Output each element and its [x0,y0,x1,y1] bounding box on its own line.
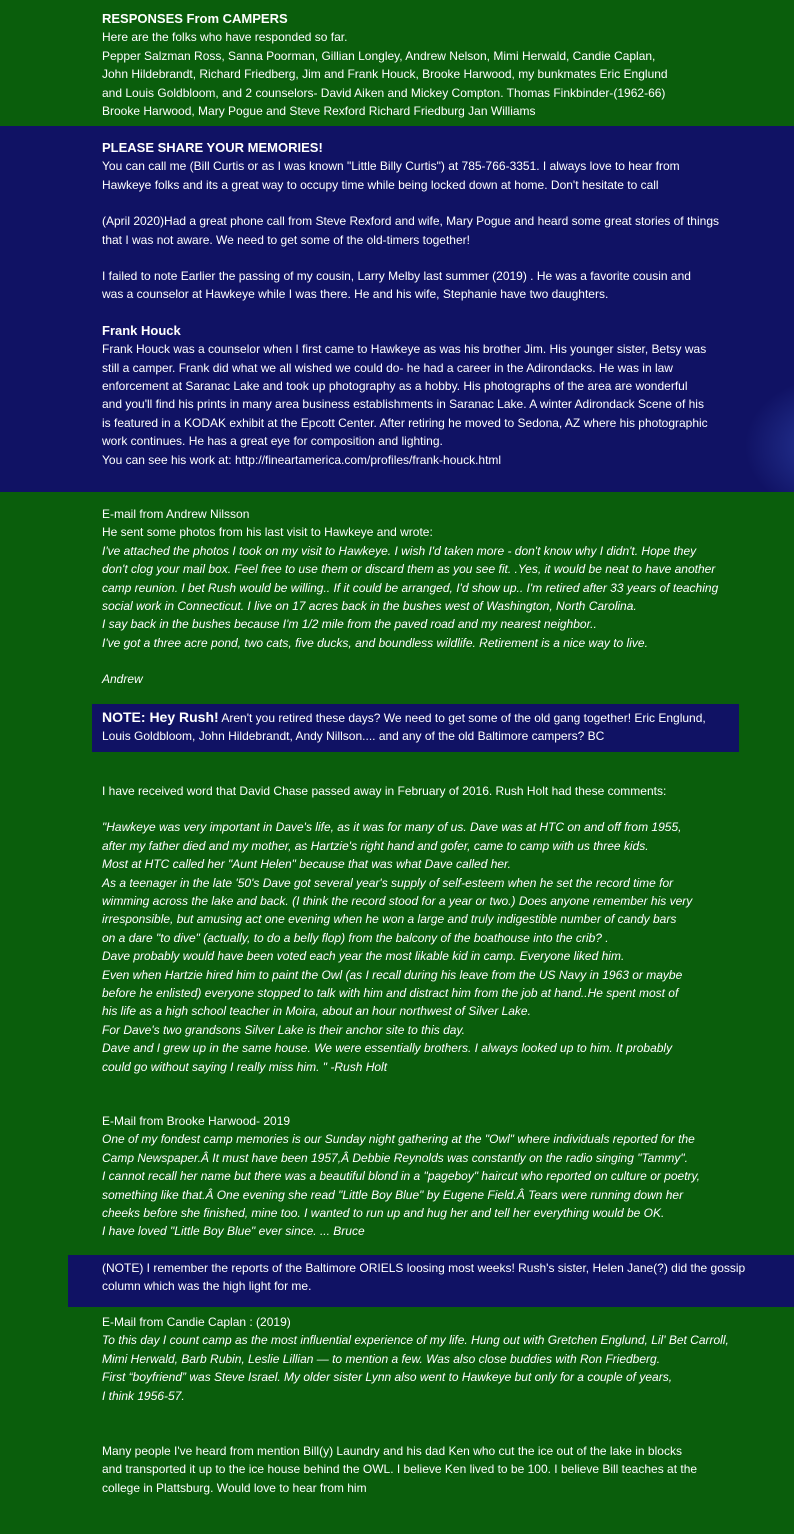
candie-email-header: E-Mail from Candie Caplan : (2019) [102,1315,291,1329]
andrew-email [102,505,782,689]
memories-phone-call: (April 2020)Had a great phone call from Steve Rexford and wife, Mary Pogue and heard some great stories of things that I was not aware. We need to get some of the old-timers together! [102,214,719,247]
responses-section [0,0,794,126]
laundry-text: Many people I've heard from mention Bill(y) Laundry and his dad Ken who cut the ice out of the lake in blocks and transported it up to the ice house behind the OWL. I believe Ken lived to be 100. I believe Bill teaches at the college in Plattsburg. Would love to hear from him [102,1444,698,1495]
responses-names: Pepper Salzman Ross, Sanna Poorman, Gillian Longley, Andrew Nelson, Mimi Herwald, Candie Caplan, John Hildebrandt, Richard Friedberg, Jim and Frank Houck, Brooke Harwood, my bunkmates Eric Englund and Louis Goldbloom, and 2 counselors- David Aiken and Mickey Compton. Thomas Finkbinder-(1962-66) Brooke Harwood, Mary Pogue and Steve Rexford Richard Friedburg Jan Williams [102,48,668,119]
andrew-email-quote: I've attached the photos I took on my visit to Hawkeye. I wish I'd taken more - don't know why I didn't. Hope they don't clog your mail box. Feel free to use them or discard them as you see fit. .Yes, it would be neat to have another camp reunion. I bet Rush would be willing.. If it could be arranged, I'd show up.. I'm retired after 33 years of teaching social work in Connecticut. I live on 17 acres back in the bushes west of Washington, North Carolina. I say back in the bushes because I'm 1/2 mile from the paved road and my nearest neighbor.. I've got a three acre pond, two cats, five ducks, and boundless wildlife. Retirement is a nice way to live. [102,543,719,650]
candie-email [102,1313,782,1405]
responses-title: RESPONSES From CAMPERS [102,11,288,26]
memories-call: You can call me (Bill Curtis or as I was known "Little Billy Curtis") at 785-766-3351. I always love to hear from Hawkeye folks and its a great way to occupy time while being locked down at home. Don't hesitate to call [102,159,680,192]
andrew-email-signature: Andrew [102,672,143,687]
note-orioles-text: (NOTE) I remember the reports of the Baltimore ORIELS loosing most weeks! Rush's sister, Helen Jane(?) did the gossip column which was the high light for me. [102,1261,746,1294]
rush-holt-quote: "Hawkeye was very important in Dave's life, as it was for many of us. Dave was at HTC on and off from 1955, after my father died and my mother, as Hartzie's right hand and gofer, came to camp with us three kids. Most at HTC called her "Aunt Helen" because that was what Dave called her. As a teenager in the late '50's Dave got several year's supply of self-esteem when he set the record time for wimming across the lake and back. (I think the record stood for a year or two.) Does anyone remember his very irresponsible, but amusing act one evening when he won a large and truly indigestible number of candy bars on a dare "to dive" (actually, to do a belly flop) from the balcony of the boathouse into the crib? . Dave probably would have been voted each year the most likable kid in camp. Everyone liked him. Even when Hartzie hired him to paint the Owl (as I recall during his leave from the US Navy in 1963 or maybe before he enlisted) everyone stopped to talk with him and distract him from the job at hand..He spent most of his life as a high school teacher in Moira, about an hour northwest of Silver Lake. For Dave's two grandsons Silver Lake is their anchor site to this day. Dave and I grew up in the same house. We were essentially brothers. I always looked up to him. It probably could go without saying I really miss him. " -Rush Holt [102,820,693,1074]
note-hey-rush [92,704,739,752]
note-orioles [68,1255,794,1307]
note-hey-rush-label: NOTE: Hey Rush! [102,709,219,725]
memories-section [0,126,794,492]
frank-houck-body: Frank Houck was a counselor when I first came to Hawkeye as was his brother Jim. His younger sister, Betsy was still a camper. Frank did what we all wished we could do- he had a career in the Adirondacks. He was in law enforcement at Saranac Lake and took up photography as a hobby. His photographs of the area are wonderful and you'll find his prints in many area business establishments in Saranac Lake. A winter Adirondack Scene of his is featured in a KODAK exhibit at the Epcott Center. After retiring he moved to Sedona, AZ where his photographic work continues. He has a great eye for composition and lighting. You can see his work at: http://fineartamerica.com/profiles/frank-houck.html [102,342,708,467]
david-chase-section [102,782,782,1076]
andrew-email-header: E-mail from Andrew Nilsson [102,507,250,521]
laundry-section [102,1442,782,1497]
responses-intro: Here are the folks who have responded so far. [102,30,348,45]
brooke-email-header: E-Mail from Brooke Harwood- 2019 [102,1114,291,1128]
memories-title: PLEASE SHARE YOUR MEMORIES! [102,140,323,155]
memories-cousin: I failed to note Earlier the passing of my cousin, Larry Melby last summer (2019) . He was a favorite cousin and was a counselor at Hawkeye while I was there. He and his wife, Stephanie have two daughters. [102,269,691,302]
david-chase-intro: I have received word that David Chase passed away in February of 2016. Rush Holt had these comments: [102,784,667,798]
andrew-email-lead: He sent some photos from his last visit to Hawkeye and wrote: [102,525,433,540]
note-hey-rush-text: Aren't you retired these days? We need to get some of the old gang together! Eric Englund, Louis Goldbloom, John Hildebrandt, Andy Nillson.... and any of the old Baltimore campers? BC [102,711,706,744]
brooke-email [102,1112,782,1241]
brooke-email-quote: One of my fondest camp memories is our Sunday night gathering at the "Owl" where individuals reported for the Camp Newspaper.Â It must have been 1957,Â Debbie Reynolds was constantly on the radio singing "Tammy". I cannot recall her name but there was a beautiful blond in a "pageboy" haircut who reported on culture or poetry, something like that.Â One evening she read "Little Boy Blue" by Eugene Field.Â Tears were running down her cheeks before she finished, mine too. I wanted to run up and hug her and tell her everything would be OK. I have loved "Little Boy Blue" ever since. ... Bruce [102,1132,700,1239]
frank-houck-title: Frank Houck [102,322,181,338]
candie-email-quote: To this day I count camp as the most influential experience of my life. Hung out with Gretchen Englund, Lil' Bet Carroll, Mimi Herwald, Barb Rubin, Leslie Lillian — to mention a few. Was also close buddies with Ron Friedberg. First “boyfriend” was Steve Israel. My older sister Lynn also went to Hawkeye but only for a couple of years, I think 1956-57. [102,1333,729,1403]
